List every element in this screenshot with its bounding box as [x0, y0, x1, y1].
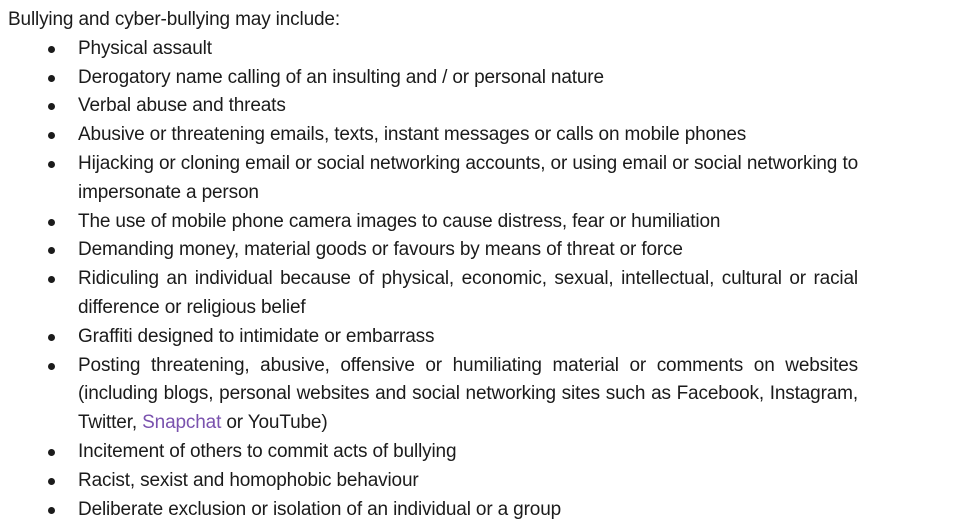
- list-item-text: Ridiculing an individual because of physical, economic, sexual, intellectual, cultural or racial difference or religious belief: [78, 268, 858, 318]
- list-item-text: Physical assault: [78, 37, 212, 59]
- list-item-text: Graffiti designed to intimidate or embarrass: [78, 325, 435, 347]
- bullet-icon: [48, 46, 55, 53]
- list-item: [8, 92, 858, 121]
- list-item: [8, 236, 858, 265]
- bullet-icon: [48, 449, 55, 456]
- list-item-text: Demanding money, material goods or favours by means of threat or force: [78, 239, 683, 261]
- bullet-icon: [48, 219, 55, 226]
- bullet-icon: [48, 132, 55, 139]
- list-item-text: Abusive or threatening emails, texts, instant messages or calls on mobile phones: [78, 124, 747, 146]
- list-item: [8, 467, 858, 496]
- list-item-text: Racist, sexist and homophobic behaviour: [78, 469, 419, 491]
- list-item-text: The use of mobile phone camera images to cause distress, fear or humiliation: [78, 210, 721, 232]
- list-item-text: Verbal abuse and threats: [78, 95, 286, 117]
- bullet-icon: [48, 75, 55, 82]
- bullet-icon: [48, 478, 55, 485]
- bullet-icon: [48, 247, 55, 254]
- list-item: [8, 352, 858, 438]
- list-item: [8, 64, 858, 93]
- list-item: [8, 121, 858, 150]
- list-item: [8, 496, 858, 525]
- list-item-text: Posting threatening, abusive, offensive or humiliating material or comments on websites (including blogs, personal websites and social networking sites such as Facebook, Instagram, Twitter,: [78, 354, 858, 434]
- list-item-text: Hijacking or cloning email or social networking accounts, or using email or social networking to impersonate a person: [78, 152, 858, 203]
- list-item: [8, 208, 858, 237]
- bullet-icon: [48, 334, 55, 341]
- list-item: [8, 35, 858, 64]
- bullet-icon: [48, 161, 55, 168]
- list-item: [8, 150, 858, 208]
- list-item: [8, 265, 858, 323]
- list-item-text: Deliberate exclusion or isolation of an individual or a group: [78, 498, 562, 520]
- list-item: [8, 438, 858, 467]
- page-title: Bullying and cyber-bullying may include:: [8, 9, 340, 30]
- bullet-icon: [48, 276, 55, 283]
- bullet-icon: [48, 507, 55, 514]
- bullet-icon: [48, 103, 55, 110]
- bullet-icon: [48, 363, 55, 370]
- list-item: [8, 323, 858, 352]
- list-item-text: Derogatory name calling of an insulting and / or personal nature: [78, 66, 604, 88]
- snapchat-link[interactable]: Snapchat: [142, 412, 222, 434]
- list-item-text: or YouTube): [221, 412, 328, 434]
- list-item-text: Incitement of others to commit acts of bullying: [78, 440, 457, 462]
- bullying-list: [8, 35, 858, 525]
